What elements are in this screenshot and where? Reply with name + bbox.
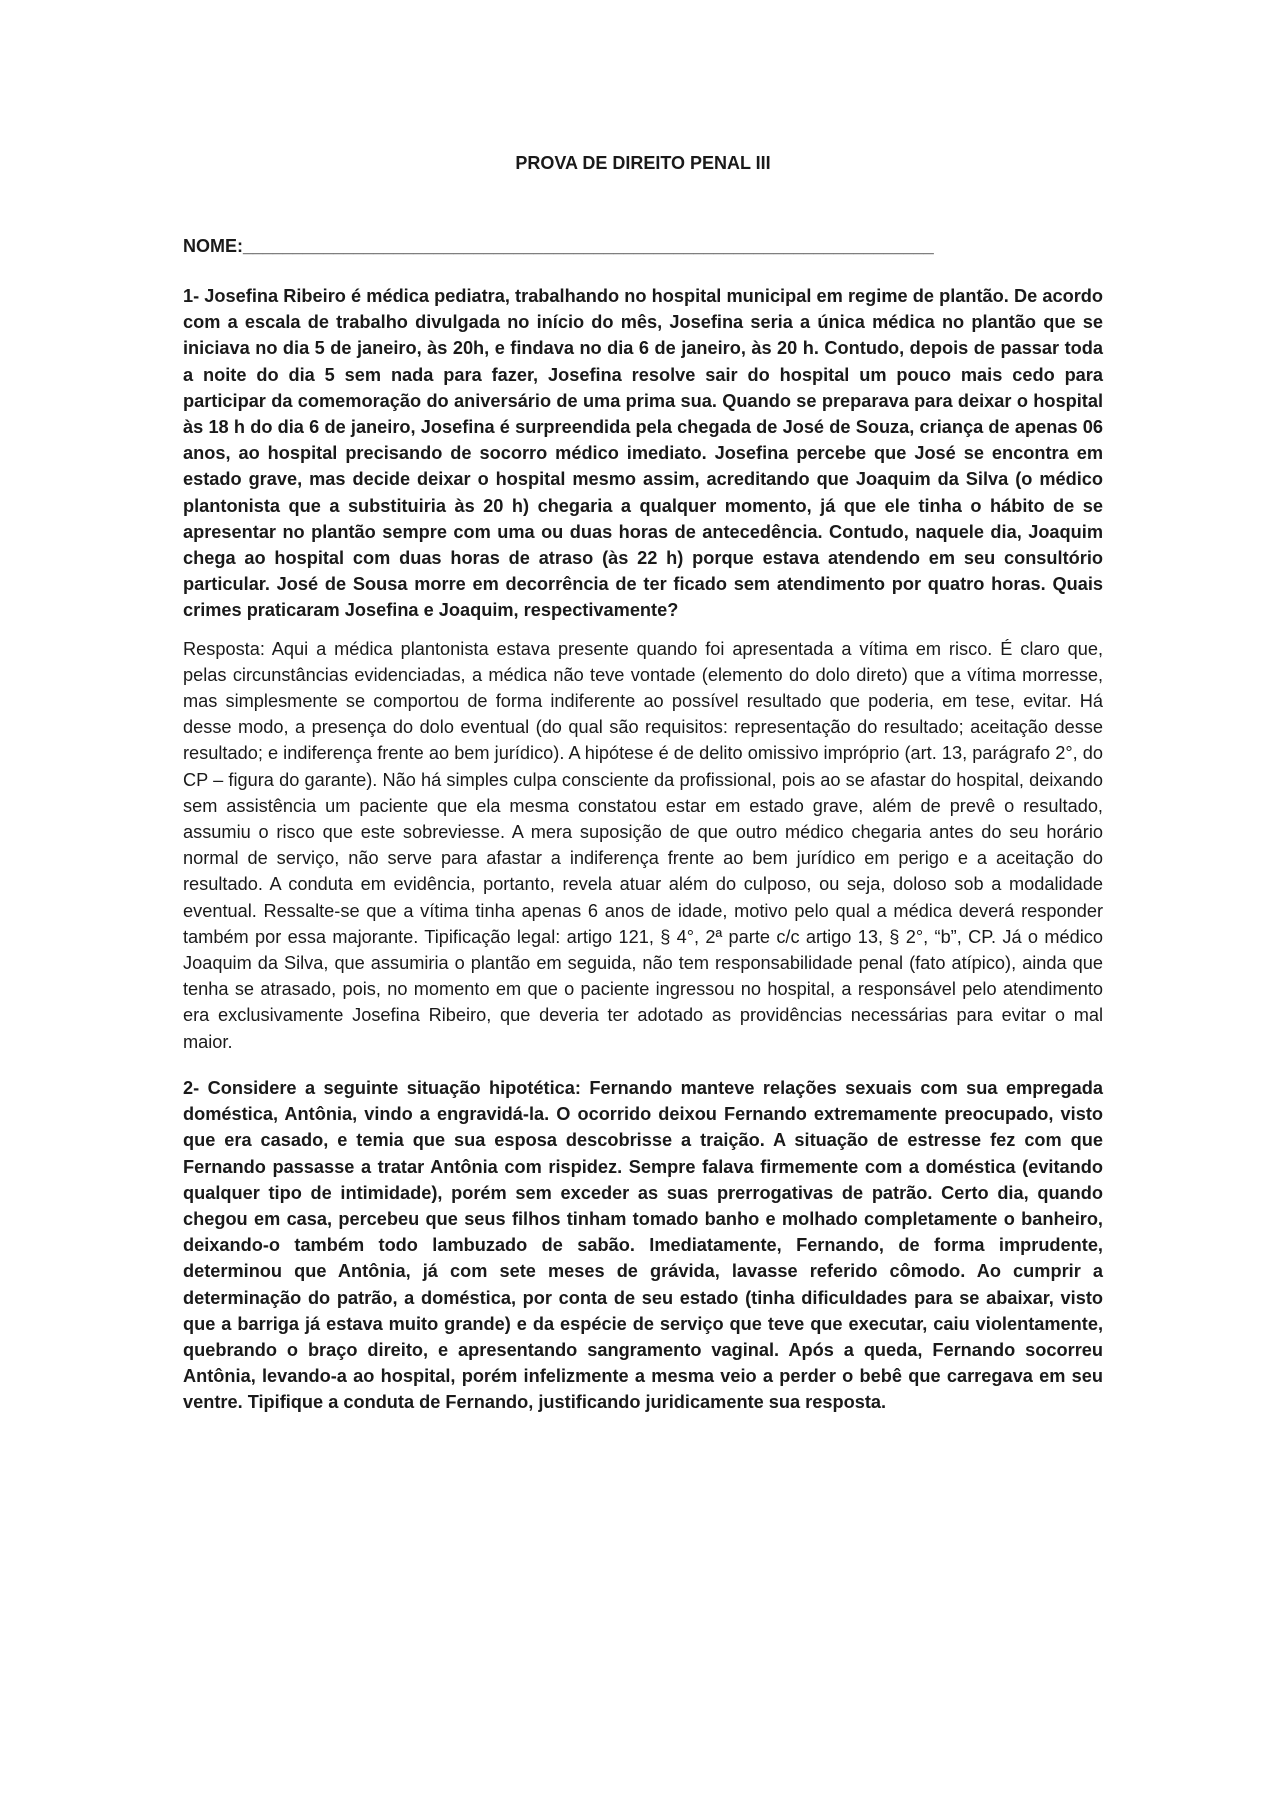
- exam-page: [183, 150, 1103, 1428]
- question-2: 2- Considere a seguinte situação hipotética: Fernando manteve relações sexuais com sua empregada doméstica, Antônia, vindo a engravidá-la. O ocorrido deixou Fernando extremamente preocupado, visto que era casado, e temia que sua esposa descobrisse a traição. A situação de estresse fez com que Fernando passasse a tratar Antônia com rispidez. Sempre falava firmemente com a doméstica (evitando qualquer tipo de intimidade), porém sem exceder as suas prerrogativas de patrão. Certo dia, quando chegou em casa, percebeu que seus filhos tinham tomado banho e molhado completamente o banheiro, deixando-o também todo lambuzado de sabão. Imediatamente, Fernando, de forma imprudente, determinou que Antônia, já com sete meses de grávida, lavasse referido cômodo. Ao cumprir a determinação do patrão, a doméstica, por conta de seu estado (tinha dificuldades para se abaixar, visto que a barriga já estava muito grande) e da espécie de serviço que teve que executar, caiu violentamente, quebrando o braço direito, e apresentando sangramento vaginal. Após a queda, Fernando socorreu Antônia, levando-a ao hospital, porém infelizmente a mesma veio a perder o bebê que carregava em seu ventre. Tipifique a conduta de Fernando, justificando juridicamente sua resposta.: [183, 1077, 1103, 1413]
- question-1: 1- Josefina Ribeiro é médica pediatra, trabalhando no hospital municipal em regime de plantão. De acordo com a escala de trabalho divulgada no início do mês, Josefina seria a única médica no plantão que se iniciava no dia 5 de janeiro, às 20h, e findava no dia 6 de janeiro, às 20 h. Contudo, depois de passar toda a noite do dia 5 sem nada para fazer, Josefina resolve sair do hospital um pouco mais cedo para participar da comemoração do aniversário de uma prima sua. Quando se preparava para deixar o hospital às 18 h do dia 6 de janeiro, Josefina é surpreendida pela chegada de José de Souza, criança de apenas 06 anos, ao hospital precisando de socorro médico imediato. Josefina percebe que José se encontra em estado grave, mas decide deixar o hospital mesmo assim, acreditando que Joaquim da Silva (o médico plantonista que a substituiria às 20 h) chegaria a qualquer momento, já que ele tinha o hábito de se apresentar no plantão sempre com uma ou duas horas de antecedência. Contudo, naquele dia, Joaquim chega ao hospital com duas horas de atraso (às 22 h) porque estava atendendo em seu consultório particular. José de Sousa morre em decorrência de ter ficado sem atendimento por quatro horas. Quais crimes praticaram Josefina e Joaquim, respectivamente?: [183, 286, 1103, 621]
- name-field-line: NOME:_____________________________________________________________________: [183, 236, 934, 256]
- page-title: PROVA DE DIREITO PENAL III: [515, 153, 771, 173]
- answer-1: Resposta: Aqui a médica plantonista estava presente quando foi apresentada a vítima em risco. É claro que, pelas circunstâncias evidenciadas, a médica não teve vontade (elemento do dolo direto) que a vítima morresse, mas simplesmente se comportou de forma indiferente ao possível resultado que poderia, em tese, evitar. Há desse modo, a presença do dolo eventual (do qual são requisitos: representação do resultado; aceitação desse resultado; e indiferença frente ao bem jurídico). A hipótese é de delito omissivo impróprio (art. 13, parágrafo 2°, do CP – figura do garante). Não há simples culpa consciente da profissional, pois ao se afastar do hospital, deixando sem assistência um paciente que ela mesma constatou estar em estado grave, além de prevê o resultado, assumiu o risco que este sobreviesse. A mera suposição de que outro médico chegaria antes do seu horário normal de serviço, não serve para afastar a indiferença frente ao bem jurídico em perigo e a aceitação do resultado. A conduta em evidência, portanto, revela atuar além do culposo, ou seja, doloso sob a modalidade eventual. Ressalte-se que a vítima tinha apenas 6 anos de idade, motivo pelo qual a médica deverá responder também por essa majorante. Tipificação legal: artigo 121, § 4°, 2ª parte c/c artigo 13, § 2°, “b”, CP. Já o médico Joaquim da Silva, que assumiria o plantão em seguida, não tem responsabilidade penal (fato atípico), ainda que tenha se atrasado, pois, no momento em que o paciente ingressou no hospital, a responsável pelo atendimento era exclusivamente Josefina Ribeiro, que deveria ter adotado as providências necessárias para evitar o mal maior.: [183, 638, 1103, 1052]
